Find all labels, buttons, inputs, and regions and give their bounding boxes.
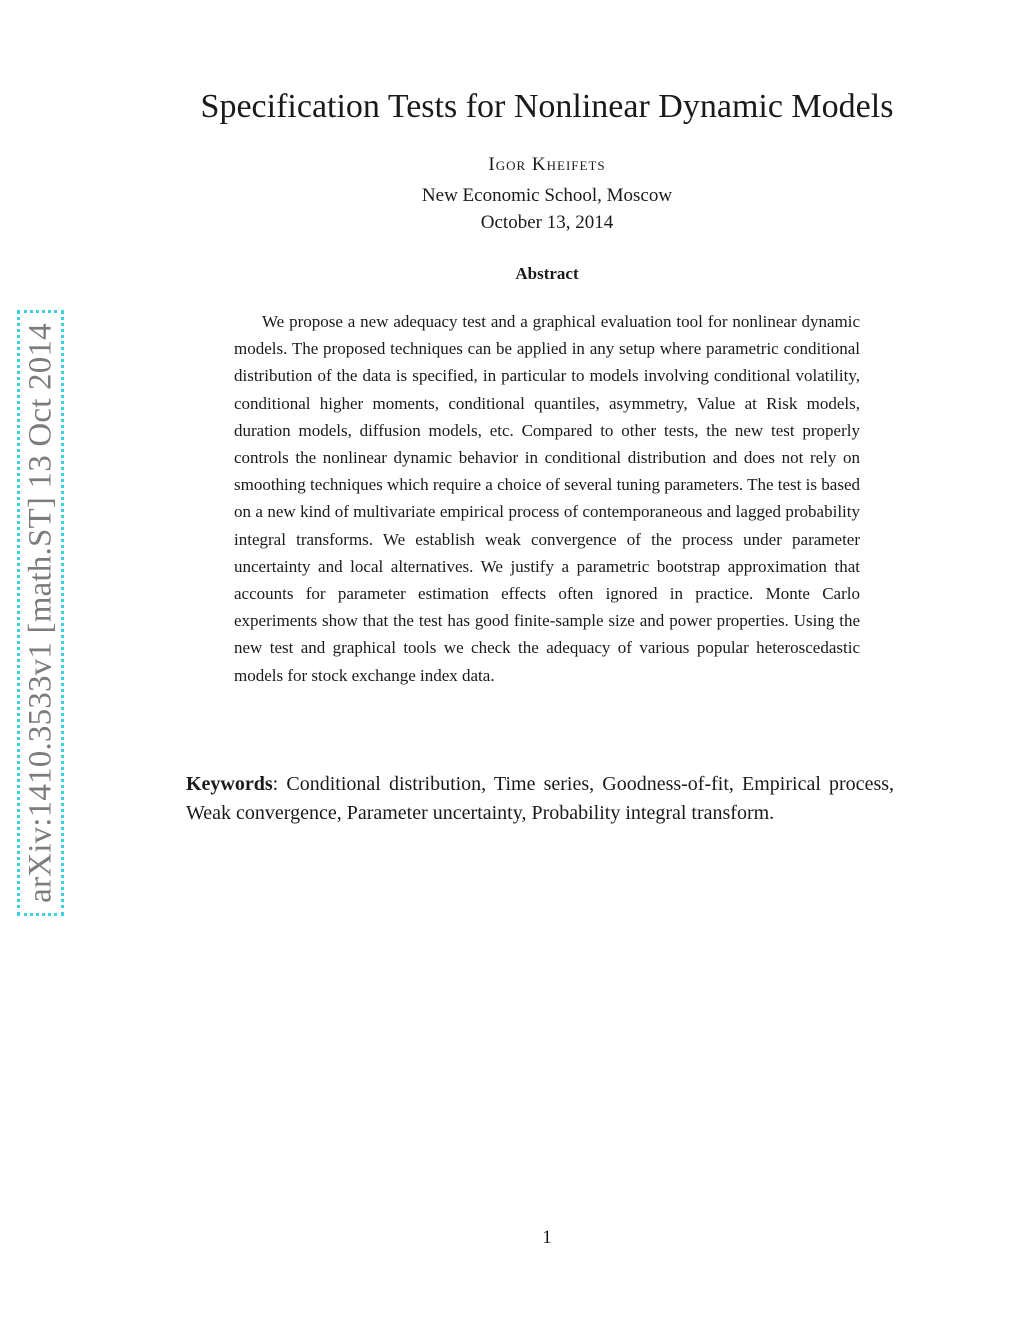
- abstract-text: We propose a new adequacy test and a graphical evaluation tool for nonlinear dynamic models. The proposed techniques can be applied in any setup where parametric conditional distribution of the data is specified, in particular to models involving conditional volatility, conditional higher moments, conditional quantiles, asymmetry, Value at Risk models, duration models, diffusion models, etc. Compared to other tests, the new test properly controls the nonlinear dynamic behavior in conditional distribution and does not rely on smoothing techniques which require a choice of several tuning parameters. The test is based on a new kind of multivariate empirical process of contemporaneous and lagged probability integral transforms. We establish weak convergence of the process under parameter uncertainty and local alternatives. We justify a parametric bootstrap approximation that accounts for parameter estimation effects often ignored in practice. Monte Carlo experiments show that the test has good finite-sample size and power properties. Using the new test and graphical tools we check the adequacy of various popular heteroscedastic models for stock exchange index data.: [234, 312, 860, 685]
- keywords-text: Conditional distribution, Time series, Goodness-of-fit, Empirical process, Weak convergence, Parameter uncertainty, Probability integral transform.: [186, 773, 895, 824]
- paper-title: Specification Tests for Nonlinear Dynamic Models: [200, 88, 894, 125]
- paper-date: October 13, 2014: [480, 212, 614, 233]
- author-affiliation: New Economic School, Moscow: [421, 185, 673, 206]
- arxiv-identifier: arXiv:1410.3533v1 [math.ST] 13 Oct 2014: [22, 323, 58, 903]
- page-number: 1: [542, 1227, 552, 1248]
- abstract-heading: Abstract: [515, 264, 579, 283]
- author-name: Igor Kheifets: [488, 154, 606, 175]
- keywords-label: Keywords: [186, 773, 273, 795]
- keywords-paragraph: [186, 770, 894, 828]
- keywords-separator: :: [272, 773, 287, 795]
- arxiv-stamp: [17, 310, 64, 916]
